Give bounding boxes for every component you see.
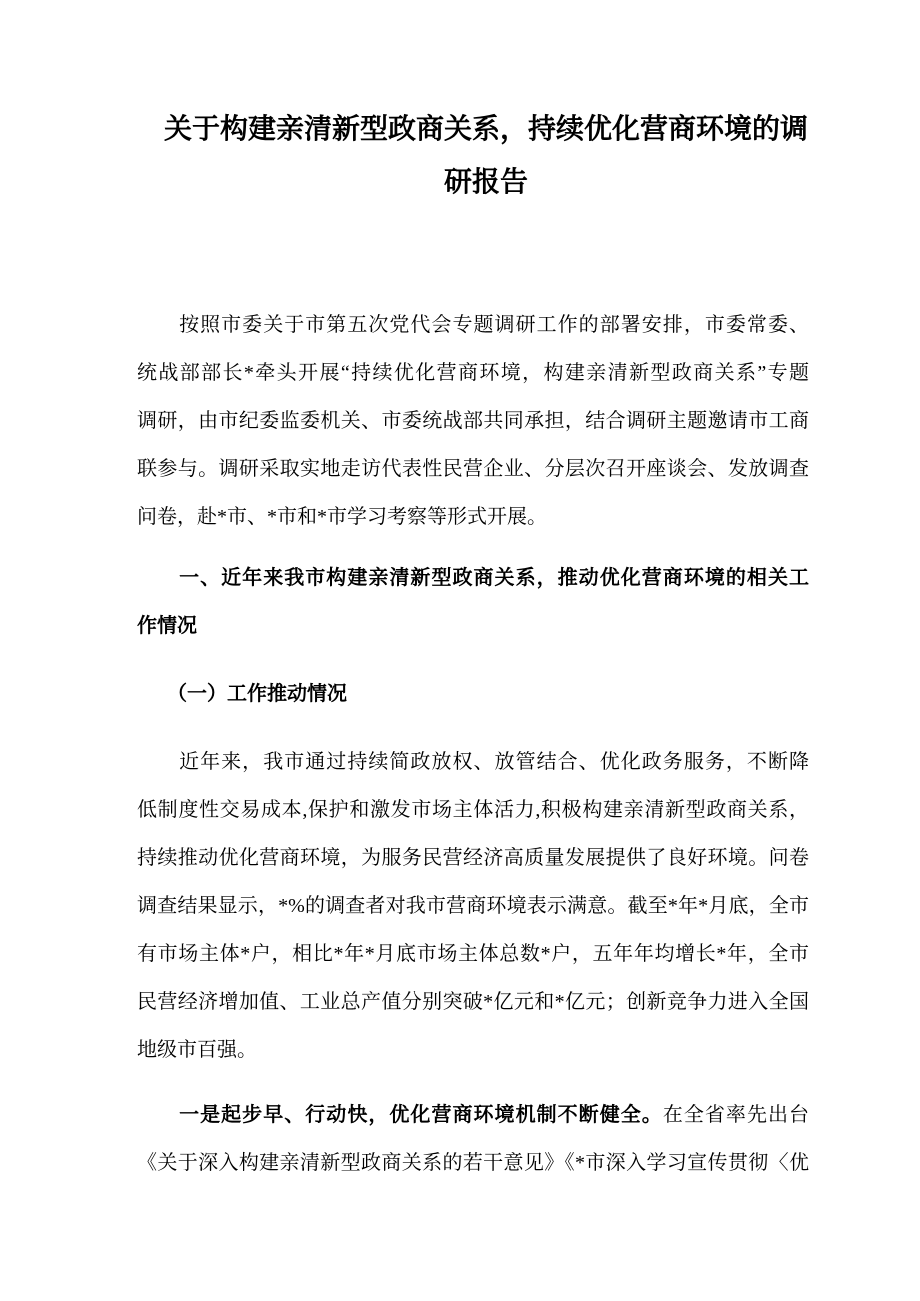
document-title (26, 102, 920, 208)
title-line-1: 关于构建亲清新型政商关系，持续优化营商环境的调 (163, 113, 808, 144)
body-line: 按照市委关于市第五次党代会专题调研工作的部署安排，市委常委、 (137, 314, 809, 336)
body-line (137, 1091, 809, 1139)
body-line: 《关于深入构建亲清新型政商关系的若干意见》《*市深入学习宣传贯彻〈优 (137, 1152, 809, 1174)
body-line: 联参与。调研采取实地走访代表性民营企业、分层次召开座谈会、发放调查 (137, 458, 809, 480)
subheading-line: （一）工作推动情况 (137, 683, 347, 705)
text-column (137, 301, 809, 1187)
point1-bold-lead: 一是起步早、行动快，优化营商环境机制不断健全。 (137, 1104, 663, 1126)
work-paragraph (137, 738, 809, 1074)
body-line: 持续推动优化营商环境，为服务民营经济高质量发展提供了良好环境。问卷 (137, 847, 809, 869)
heading-line: 一、近年来我市构建亲清新型政商关系，推动优化营商环境的相关工 (137, 567, 809, 589)
body-line: 调查结果显示，*%的调查者对我市营商环境表示满意。截至*年*月底，全市 (137, 895, 809, 917)
section1-heading (137, 554, 809, 650)
point1-paragraph (137, 1091, 809, 1187)
body-line: 统战部部长*牵头开展“持续优化营商环境，构建亲清新型政商关系”专题 (137, 362, 809, 384)
body-line: 有市场主体*户，相比*年*月底市场主体总数*户，五年年均增长*年，全市 (137, 943, 809, 965)
point1-lead-rest: 在全省率先出台 (662, 1104, 810, 1126)
body-line: 问卷，赴*市、*市和*市学习考察等形式开展。 (137, 506, 547, 528)
intro-paragraph (137, 301, 809, 541)
body-line: 低制度性交易成本,保护和激发市场主体活力,积极构建亲清新型政商关系， (137, 799, 809, 821)
body-line: 地级市百强。 (137, 1039, 257, 1061)
body-line: 调研，由市纪委监委机关、市委统战部共同承担，结合调研主题邀请市工商 (137, 410, 809, 432)
heading-line: 作情况 (137, 615, 197, 637)
section1-subheading (137, 670, 809, 718)
body-line: 民营经济增加值、工业总产值分别突破*亿元和*亿元；创新竞争力进入全国 (137, 991, 809, 1013)
body-line: 近年来，我市通过持续简政放权、放管结合、优化政务服务，不断降 (137, 751, 809, 773)
title-line-2: 研报告 (443, 166, 528, 197)
